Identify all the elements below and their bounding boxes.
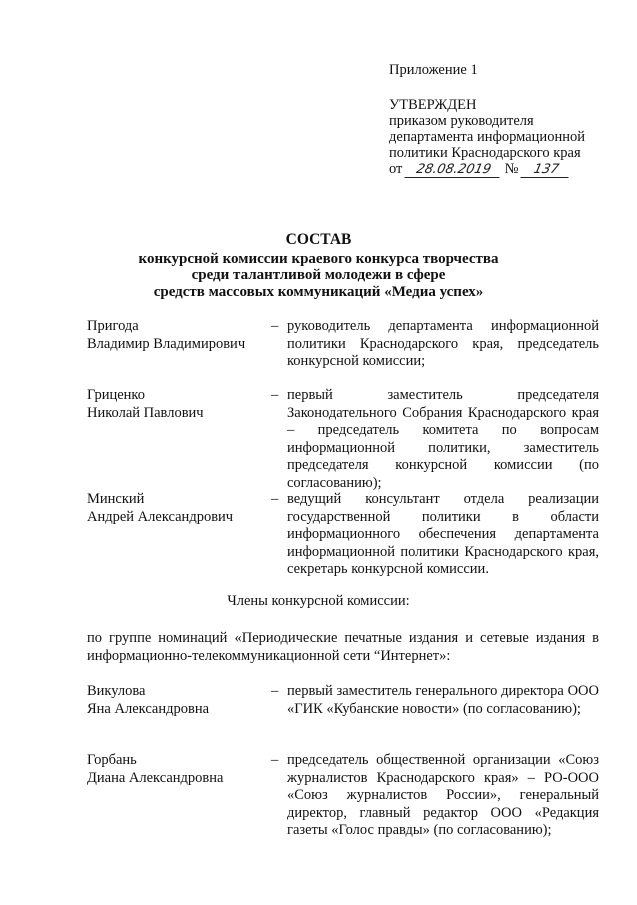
person-name xyxy=(87,318,272,353)
person-name xyxy=(87,683,272,718)
handwritten-number: 137 xyxy=(521,163,572,178)
title-line-3: средств массовых коммуникаций «Медиа успех» xyxy=(153,283,484,300)
person-given-name: Владимир Владимирович xyxy=(87,335,246,352)
nomination-group: по группе номинаций «Периодические печатные издания и сетевые издания в информационно-телекоммуникационной сети “Интернет»: xyxy=(87,630,599,664)
person-role: председатель общественной организации «Союз журналистов Краснодарского края» – РО-ООО «Союз журналистов России», генеральный директор, главный редактор ООО «Редакция газеты «Голос правды» (по согласованию); xyxy=(287,752,599,839)
dash-separator: – xyxy=(271,387,279,403)
dash-separator: – xyxy=(271,491,279,507)
dash-separator: – xyxy=(271,752,279,768)
approved-label: УТВЕРЖДЕН xyxy=(389,97,477,113)
title-heading: СОСТАВ xyxy=(285,231,352,248)
date-prefix: от xyxy=(389,161,403,177)
person-role: руководитель департамента информационной политики Краснодарского края, председатель конкурсной комиссии; xyxy=(287,318,599,370)
person-name xyxy=(87,491,272,526)
person-role: первый заместитель председателя Законодательного Собрания Краснодарского края – председатель комитета по вопросам информационной политики, заместитель председателя конкурсной комиссии (по согласованию); xyxy=(287,387,599,491)
order-date-line xyxy=(389,161,619,178)
person-name xyxy=(87,387,272,422)
person-surname: Пригода xyxy=(87,318,139,334)
document-title xyxy=(0,232,637,300)
appendix-label: Приложение 1 xyxy=(389,62,478,78)
number-prefix: № xyxy=(504,161,519,177)
person-surname: Викулова xyxy=(87,683,146,699)
members-heading: Члены конкурсной комиссии: xyxy=(227,593,410,609)
order-line-1: приказом руководителя xyxy=(389,113,534,129)
person-surname: Горбань xyxy=(87,752,137,768)
order-line-3: политики Краснодарского края xyxy=(389,145,581,161)
person-role: ведущий консультант отдела реализации государственной политики в области информационного обеспечения департамента информационной политики Краснодарского края, секретарь конкурсной комиссии. xyxy=(287,491,599,578)
person-surname: Гриценко xyxy=(87,387,145,403)
approval-block xyxy=(389,62,619,178)
person-role: первый заместитель генерального директора ООО «ГИК «Кубанские новости» (по согласованию); xyxy=(287,683,599,717)
person-given-name: Андрей Александрович xyxy=(87,508,234,525)
person-given-name: Яна Александровна xyxy=(87,700,210,717)
dash-separator: – xyxy=(271,318,279,334)
person-name xyxy=(87,752,272,787)
order-line-2: департамента информационной xyxy=(389,129,585,145)
title-line-1: конкурсной комиссии краевого конкурса творчества xyxy=(138,250,499,267)
title-line-2: среди талантливой молодежи в сфере xyxy=(191,267,446,283)
dash-separator: – xyxy=(271,683,279,699)
person-surname: Минский xyxy=(87,491,145,507)
person-given-name: Диана Александровна xyxy=(87,769,224,786)
handwritten-date: 28.08.2019 xyxy=(404,163,502,178)
person-given-name: Николай Павлович xyxy=(87,404,204,421)
